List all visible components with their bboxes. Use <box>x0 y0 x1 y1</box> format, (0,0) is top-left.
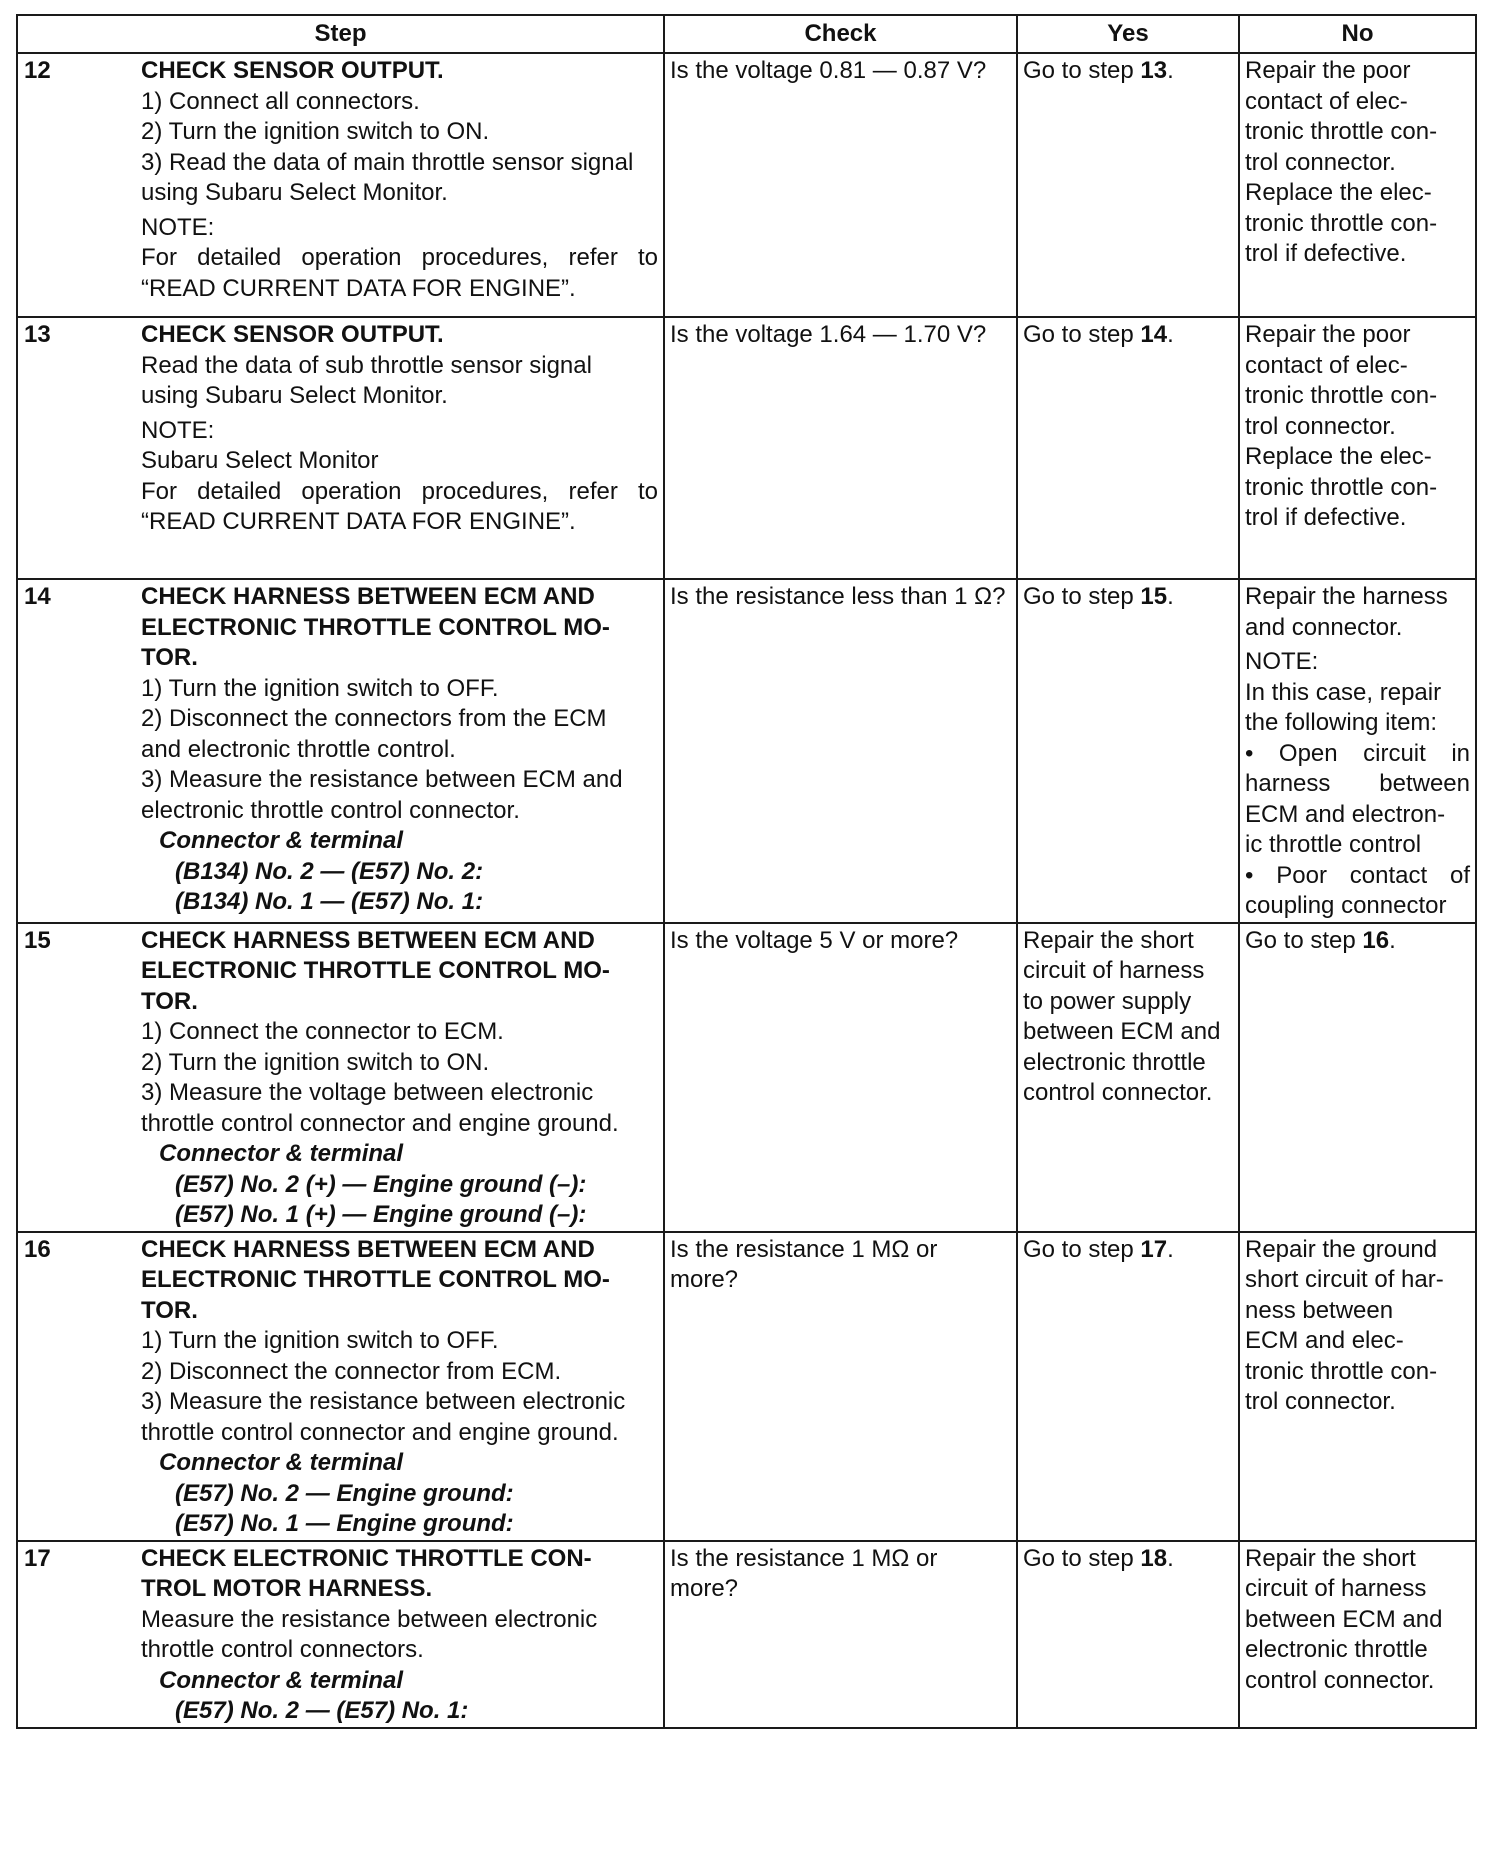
connector-terminal-line: (B134) No. 1 — (E57) No. 1: <box>175 888 484 915</box>
table-row <box>17 1232 1476 1541</box>
no-prefix: Go to step <box>1245 926 1363 954</box>
no-line: trol connector. <box>1245 412 1396 440</box>
no-line: circuit of harness <box>1245 1575 1427 1602</box>
step-number: 12 <box>24 57 51 84</box>
yes-prefix: Go to step <box>1023 583 1141 610</box>
step-line: 1) Turn the ignition switch to OFF. <box>141 1327 499 1354</box>
step-title: ELECTRONIC THROTTLE CONTROL MO- <box>141 957 610 984</box>
step-line: 1) Turn the ignition switch to OFF. <box>141 674 499 702</box>
check-line: more? <box>670 1575 739 1602</box>
no-line: tronic throttle con- <box>1245 118 1438 145</box>
yes-step-ref: 17 <box>1140 1235 1168 1263</box>
step-body <box>141 582 658 918</box>
yes-step-ref: 18 <box>1140 1544 1168 1572</box>
step-cell <box>17 579 664 923</box>
table-header-row <box>17 15 1476 53</box>
no-line: trol if defective. <box>1245 504 1407 531</box>
no-note-line: • Poor contact of <box>1245 861 1470 889</box>
step-line: Read the data of sub throttle sensor signal <box>141 351 592 379</box>
yes-line: to power supply <box>1023 987 1192 1015</box>
no-cell <box>1239 53 1476 317</box>
connector-terminal-line: (E57) No. 1 (+) — Engine ground (–): <box>175 1201 587 1228</box>
no-line: Repair the harness <box>1245 583 1448 610</box>
step-line: 2) Disconnect the connectors from the ECM <box>141 705 607 732</box>
connector-terminal-line: (E57) No. 2 (+) — Engine ground (–): <box>175 1170 587 1198</box>
step-cell <box>17 923 664 1232</box>
yes-line: control connector. <box>1023 1079 1213 1106</box>
no-line: trol connector. <box>1245 1388 1396 1415</box>
connector-terminal-line: (E57) No. 1 — Engine ground: <box>175 1510 514 1537</box>
table-row <box>17 317 1476 579</box>
yes-cell <box>1017 923 1239 1232</box>
no-line: Repair the ground <box>1245 1235 1438 1263</box>
no-line: tronic throttle con- <box>1245 209 1438 237</box>
header-yes: Yes <box>1017 15 1239 53</box>
step-line: 3) Measure the resistance between ECM and <box>141 766 623 793</box>
step-line: 1) Connect the connector to ECM. <box>141 1018 504 1045</box>
step-line: 2) Turn the ignition switch to ON. <box>141 1048 490 1076</box>
step-cell <box>17 317 664 579</box>
yes-cell <box>1017 579 1239 923</box>
step-title: ELECTRONIC THROTTLE CONTROL MO- <box>141 1266 610 1293</box>
step-title: ELECTRONIC THROTTLE CONTROL MO- <box>141 613 610 641</box>
check-line: more? <box>670 1266 739 1293</box>
yes-suffix: . <box>1167 1544 1174 1572</box>
yes-cell <box>1017 317 1239 579</box>
table-row <box>17 1541 1476 1728</box>
connector-terminal-label: Connector & terminal <box>159 1449 404 1476</box>
yes-step-ref: 14 <box>1140 321 1168 348</box>
step-title: TOR. <box>141 644 198 671</box>
step-line: 3) Measure the voltage between electronic <box>141 1079 594 1106</box>
step-line: 3) Measure the resistance between electronic <box>141 1388 626 1415</box>
no-line: Replace the elec- <box>1245 443 1432 470</box>
no-note-line: In this case, repair <box>1245 678 1442 706</box>
step-title: CHECK HARNESS BETWEEN ECM AND <box>141 583 595 610</box>
no-line: and connector. <box>1245 613 1403 641</box>
yes-step-ref: 15 <box>1140 583 1168 610</box>
no-cell <box>1239 1232 1476 1541</box>
yes-line: between ECM and <box>1023 1018 1221 1045</box>
no-line: tronic throttle con- <box>1245 1357 1438 1385</box>
step-number: 14 <box>24 583 51 610</box>
note-label: NOTE: <box>141 213 215 241</box>
step-cell <box>17 53 664 317</box>
no-cell <box>1239 1541 1476 1728</box>
no-line: ECM and elec- <box>1245 1327 1404 1354</box>
no-line: electronic throttle <box>1245 1636 1428 1663</box>
no-cell <box>1239 923 1476 1232</box>
yes-line: circuit of harness <box>1023 957 1205 984</box>
no-line: Replace the elec- <box>1245 179 1432 206</box>
step-line: using Subaru Select Monitor. <box>141 179 448 206</box>
check-cell <box>664 1541 1017 1728</box>
check-cell: Is the voltage 0.81 — 0.87 V? <box>664 53 1017 317</box>
yes-suffix: . <box>1167 1235 1174 1263</box>
no-line: trol connector. <box>1245 148 1396 176</box>
step-line: 1) Connect all connectors. <box>141 87 420 115</box>
no-note-line: ic throttle control <box>1245 831 1422 858</box>
no-cell <box>1239 579 1476 923</box>
check-line: Is the resistance 1 MΩ or <box>670 1235 938 1263</box>
yes-step-ref: 13 <box>1140 57 1168 84</box>
yes-line: Repair the short <box>1023 926 1194 954</box>
step-title: CHECK ELECTRONIC THROTTLE CON- <box>141 1544 592 1572</box>
yes-prefix: Go to step <box>1023 321 1141 348</box>
note-line: Subaru Select Monitor <box>141 447 379 474</box>
check-cell <box>664 1232 1017 1541</box>
no-note-label: NOTE: <box>1245 648 1319 675</box>
step-title: CHECK SENSOR OUTPUT. <box>141 321 444 348</box>
no-line: ness between <box>1245 1296 1394 1324</box>
header-check: Check <box>664 15 1017 53</box>
step-number: 16 <box>24 1235 51 1263</box>
no-note-line: ECM and electron- <box>1245 800 1446 828</box>
no-line: between ECM and <box>1245 1605 1443 1633</box>
no-line: trol if defective. <box>1245 240 1407 267</box>
note-line: For detailed operation procedures, refer to <box>141 244 658 271</box>
yes-suffix: . <box>1167 321 1174 348</box>
no-cell <box>1239 317 1476 579</box>
table-row <box>17 53 1476 317</box>
header-no: No <box>1239 15 1476 53</box>
table-row <box>17 923 1476 1232</box>
no-line: tronic throttle con- <box>1245 382 1438 409</box>
no-step-ref: 16 <box>1362 926 1390 954</box>
step-cell <box>17 1232 664 1541</box>
yes-suffix: . <box>1167 57 1174 84</box>
no-line: Repair the short <box>1245 1544 1416 1572</box>
step-title: TROL MOTOR HARNESS. <box>141 1575 433 1602</box>
yes-cell <box>1017 53 1239 317</box>
no-note-line: • Open circuit in <box>1245 739 1470 767</box>
note-line: For detailed operation procedures, refer to <box>141 477 658 505</box>
step-title: CHECK HARNESS BETWEEN ECM AND <box>141 1235 595 1263</box>
header-step: Step <box>17 15 664 53</box>
note-line: “READ CURRENT DATA FOR ENGINE”. <box>141 508 576 535</box>
no-line: Repair the poor <box>1245 57 1411 84</box>
check-line: Is the resistance 1 MΩ or <box>670 1544 938 1572</box>
no-line: tronic throttle con- <box>1245 473 1438 501</box>
yes-prefix: Go to step <box>1023 1544 1141 1572</box>
connector-terminal-label: Connector & terminal <box>159 827 404 854</box>
yes-prefix: Go to step <box>1023 1235 1141 1263</box>
step-line: and electronic throttle control. <box>141 735 456 763</box>
step-line: 3) Read the data of main throttle sensor signal <box>141 148 634 176</box>
step-body <box>141 926 658 1231</box>
table-row <box>17 579 1476 923</box>
step-line: 2) Turn the ignition switch to ON. <box>141 118 490 145</box>
diagnostic-table <box>16 14 1477 1729</box>
step-number: 13 <box>24 321 51 348</box>
no-line: Repair the poor <box>1245 321 1411 348</box>
note-line: “READ CURRENT DATA FOR ENGINE”. <box>141 274 576 302</box>
step-body <box>141 320 658 538</box>
no-note-line: harness between <box>1245 770 1470 797</box>
yes-cell <box>1017 1541 1239 1728</box>
step-title: CHECK SENSOR OUTPUT. <box>141 57 444 84</box>
no-line: short circuit of har- <box>1245 1266 1444 1293</box>
step-line: 2) Disconnect the connector from ECM. <box>141 1357 562 1385</box>
connector-terminal-line: (E57) No. 2 — (E57) No. 1: <box>175 1697 469 1724</box>
step-title: CHECK HARNESS BETWEEN ECM AND <box>141 926 595 954</box>
step-line: throttle control connectors. <box>141 1636 424 1663</box>
step-body <box>141 56 658 304</box>
no-line: contact of elec- <box>1245 351 1408 379</box>
connector-terminal-line: (B134) No. 2 — (E57) No. 2: <box>175 857 484 885</box>
step-title: TOR. <box>141 987 198 1015</box>
step-line: electronic throttle control connector. <box>141 796 520 824</box>
connector-terminal-line: (E57) No. 2 — Engine ground: <box>175 1479 514 1507</box>
no-suffix: . <box>1389 926 1396 954</box>
connector-terminal-label: Connector & terminal <box>159 1140 404 1167</box>
step-body <box>141 1235 658 1540</box>
yes-prefix: Go to step <box>1023 57 1141 84</box>
step-line: Measure the resistance between electronic <box>141 1605 598 1633</box>
step-line: throttle control connector and engine ground. <box>141 1109 619 1137</box>
step-body <box>141 1544 658 1727</box>
no-line: contact of elec- <box>1245 87 1408 115</box>
note-label: NOTE: <box>141 416 215 444</box>
yes-cell <box>1017 1232 1239 1541</box>
connector-terminal-label: Connector & terminal <box>159 1666 404 1694</box>
step-number: 15 <box>24 926 51 954</box>
step-line: using Subaru Select Monitor. <box>141 382 448 409</box>
step-title: TOR. <box>141 1296 198 1324</box>
yes-suffix: . <box>1167 583 1174 610</box>
yes-line: electronic throttle <box>1023 1048 1206 1076</box>
no-note-line: the following item: <box>1245 709 1438 736</box>
check-cell: Is the resistance less than 1 Ω? <box>664 579 1017 923</box>
step-number: 17 <box>24 1544 51 1572</box>
no-note-line: coupling connector <box>1245 892 1447 919</box>
no-line: control connector. <box>1245 1666 1435 1694</box>
check-cell: Is the voltage 1.64 — 1.70 V? <box>664 317 1017 579</box>
step-cell <box>17 1541 664 1728</box>
check-cell: Is the voltage 5 V or more? <box>664 923 1017 1232</box>
step-line: throttle control connector and engine ground. <box>141 1418 619 1446</box>
